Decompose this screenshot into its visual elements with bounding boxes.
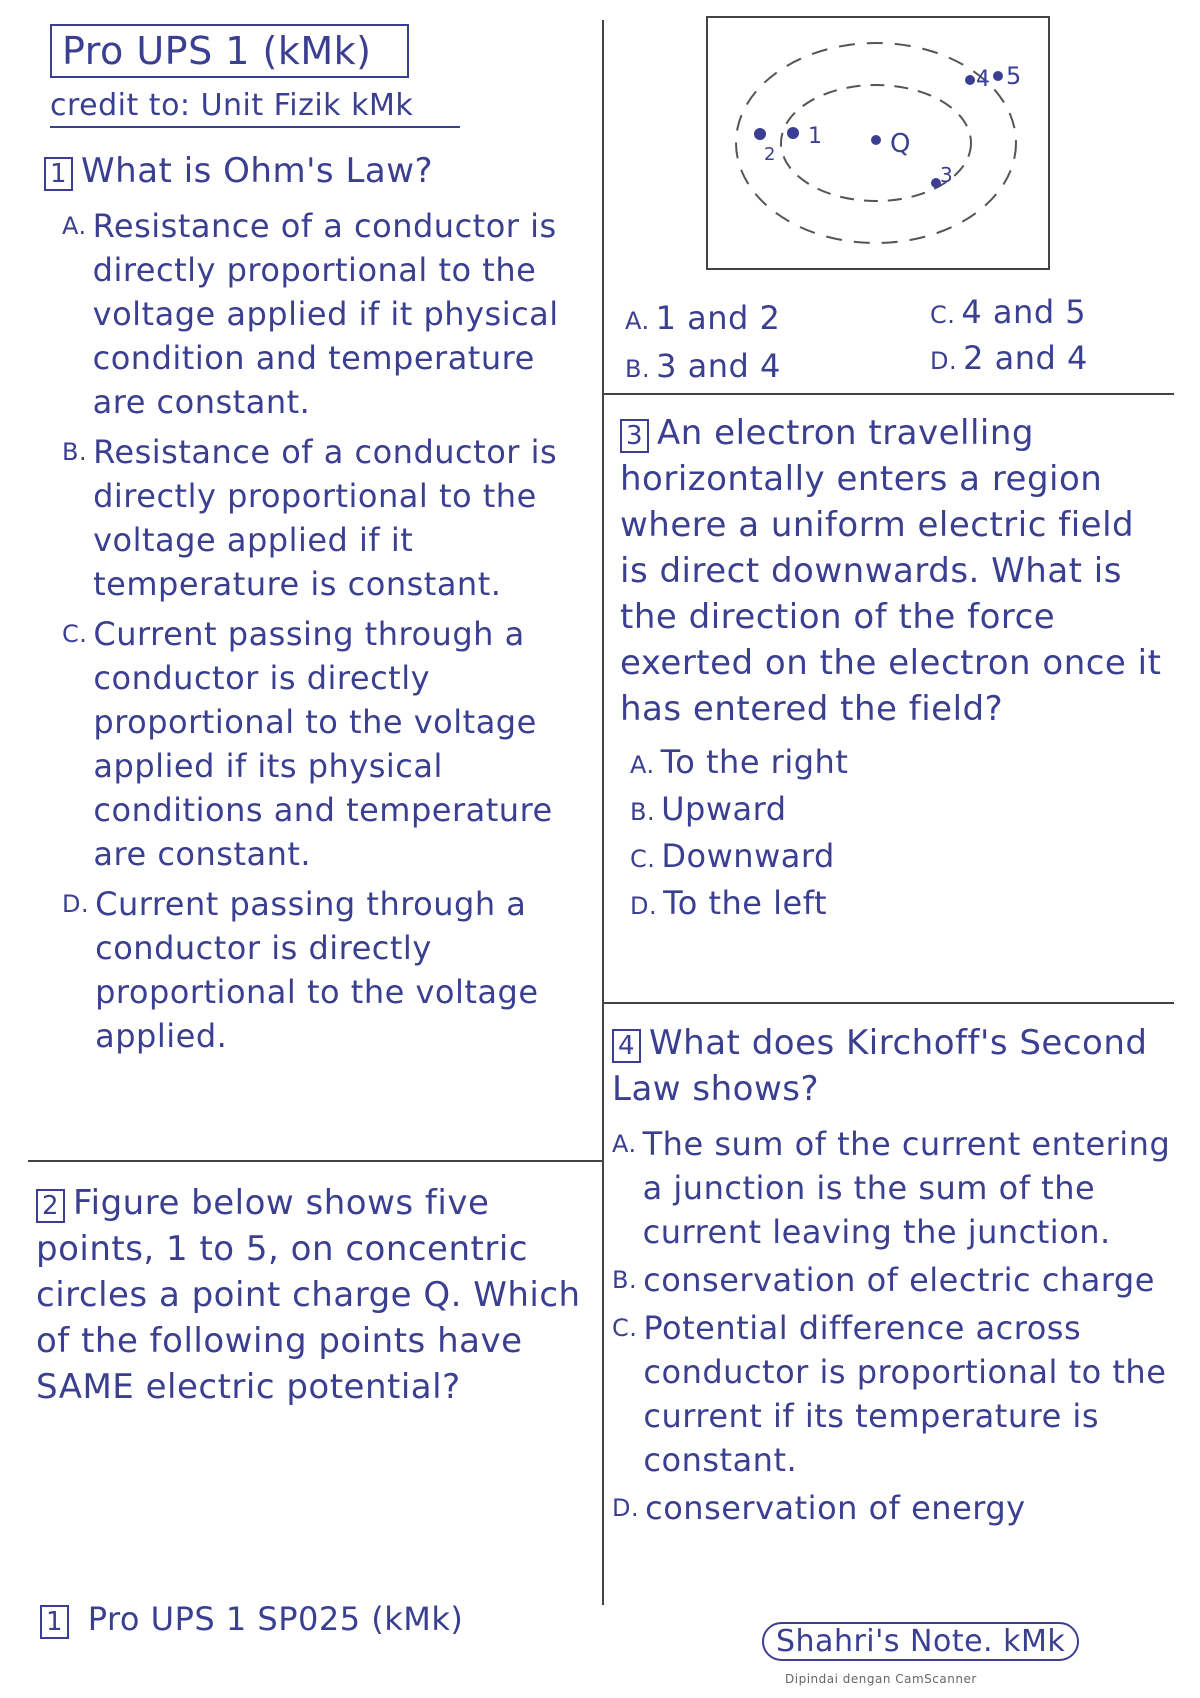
question-number: 3 [620,419,649,453]
divider-q1-q2 [28,1160,602,1162]
question-2 [36,1180,592,1410]
question-4 [612,1020,1172,1530]
option-letter: B. [625,355,651,383]
option-c [612,1306,1172,1482]
page-title: Pro UPS 1 (kMk) [50,24,409,78]
option-text: 1 and 2 [655,299,781,337]
option-text: Resistance of a conductor is directly proportional to the voltage applied if it temperature is constant. [93,433,558,603]
question-text: An electron travelling horizontally enters a region where a uniform electric field is direct downwards. What is the direction of the force exerted on the electron once it has entered the field? [620,413,1162,729]
option-a [62,204,592,424]
footer-course-text: Pro UPS 1 SP025 (kMk) [87,1600,464,1638]
option-c [62,612,592,876]
q2-option-c [930,290,1160,337]
option-b [612,1258,1172,1302]
option-text: Downward [661,837,835,875]
point-3-label: 3 [940,163,954,187]
point-1-label: 1 [808,124,823,149]
vertical-divider [602,20,604,1605]
option-letter: A. [625,307,650,335]
option-d [62,882,592,1058]
option-letter: D. [62,890,90,918]
option-letter: D. [930,347,958,375]
option-text: To the left [663,884,827,922]
option-a [612,1122,1172,1254]
option-text: The sum of the current entering a junction is the sum of the current leaving the junction. [642,1125,1171,1251]
q2-option-d [930,336,1160,383]
option-letter: C. [612,1314,638,1342]
option-text: Current passing through a conductor is directly proportional to the voltage applied if its physical conditions and temperature are constant. [93,615,553,873]
point-1-dot [787,127,799,139]
option-text: conservation of energy [645,1489,1026,1527]
option-letter: A. [630,751,655,779]
option-text: Resistance of a conductor is directly proportional to the voltage applied if it physical condition and temperature are constant. [92,207,559,421]
option-letter: B. [612,1266,638,1294]
question-1 [44,148,592,1058]
footer-signature: Shahri's Note. kMk [762,1622,1079,1661]
question-number: 4 [612,1029,641,1063]
option-letter: C. [630,845,656,873]
point-2-dot [754,128,766,140]
option-d [630,881,1170,928]
option-b [62,430,592,606]
option-text: To the right [660,743,849,781]
option-text: Potential difference across conductor is proportional to the current if its temperature is constant. [643,1309,1167,1479]
question-3 [620,410,1170,928]
charge-q-dot [871,135,881,145]
point-4-dot [965,75,975,85]
scanner-watermark: Dipindai dengan CamScanner [785,1672,977,1686]
point-4-label: 4 [976,67,991,92]
q2-option-b [625,344,885,391]
point-5-dot [993,71,1003,81]
option-letter: A. [612,1130,637,1158]
q2-option-a [625,296,885,343]
credit-line: credit to: Unit Fizik kMk [50,88,414,123]
option-text: Upward [661,790,787,828]
charge-q-label: Q [890,129,911,159]
point-5-label: 5 [1006,62,1022,90]
options-list [620,740,1170,928]
divider-q3-q4 [604,1002,1174,1004]
option-text: 4 and 5 [961,293,1087,331]
option-c [630,834,1170,881]
footer-left [40,1600,463,1639]
options-list [44,204,592,1058]
option-letter: B. [630,798,656,826]
credit-underline [50,126,460,128]
option-letter: D. [630,892,658,920]
option-letter: C. [62,620,88,648]
option-text: Current passing through a conductor is directly proportional to the voltage applied. [95,885,539,1055]
option-letter: D. [612,1494,640,1522]
option-letter: C. [930,301,956,329]
divider-q2-q3 [604,393,1174,395]
concentric-circles-diagram [708,18,1048,268]
question-text: What is Ohm's Law? [81,151,434,191]
concentric-circles-figure [706,16,1050,270]
option-b [630,787,1170,834]
options-list [612,1122,1172,1530]
question-number: 1 [44,157,73,191]
page-number: 1 [40,1605,69,1639]
option-text: 3 and 4 [656,347,781,385]
question-text: What does Kirchoff's Second Law shows? [612,1023,1148,1109]
option-text: conservation of electric charge [643,1261,1155,1299]
option-text: 2 and 4 [963,339,1088,377]
option-letter: B. [62,438,88,466]
option-a [630,740,1170,787]
point-2-label: 2 [764,144,776,165]
question-number: 2 [36,1189,65,1223]
option-d [612,1486,1172,1530]
question-text: Figure below shows five points, 1 to 5, on concentric circles a point charge Q. Which of the following points have SAME electric potential? [36,1183,581,1407]
option-letter: A. [62,212,87,240]
